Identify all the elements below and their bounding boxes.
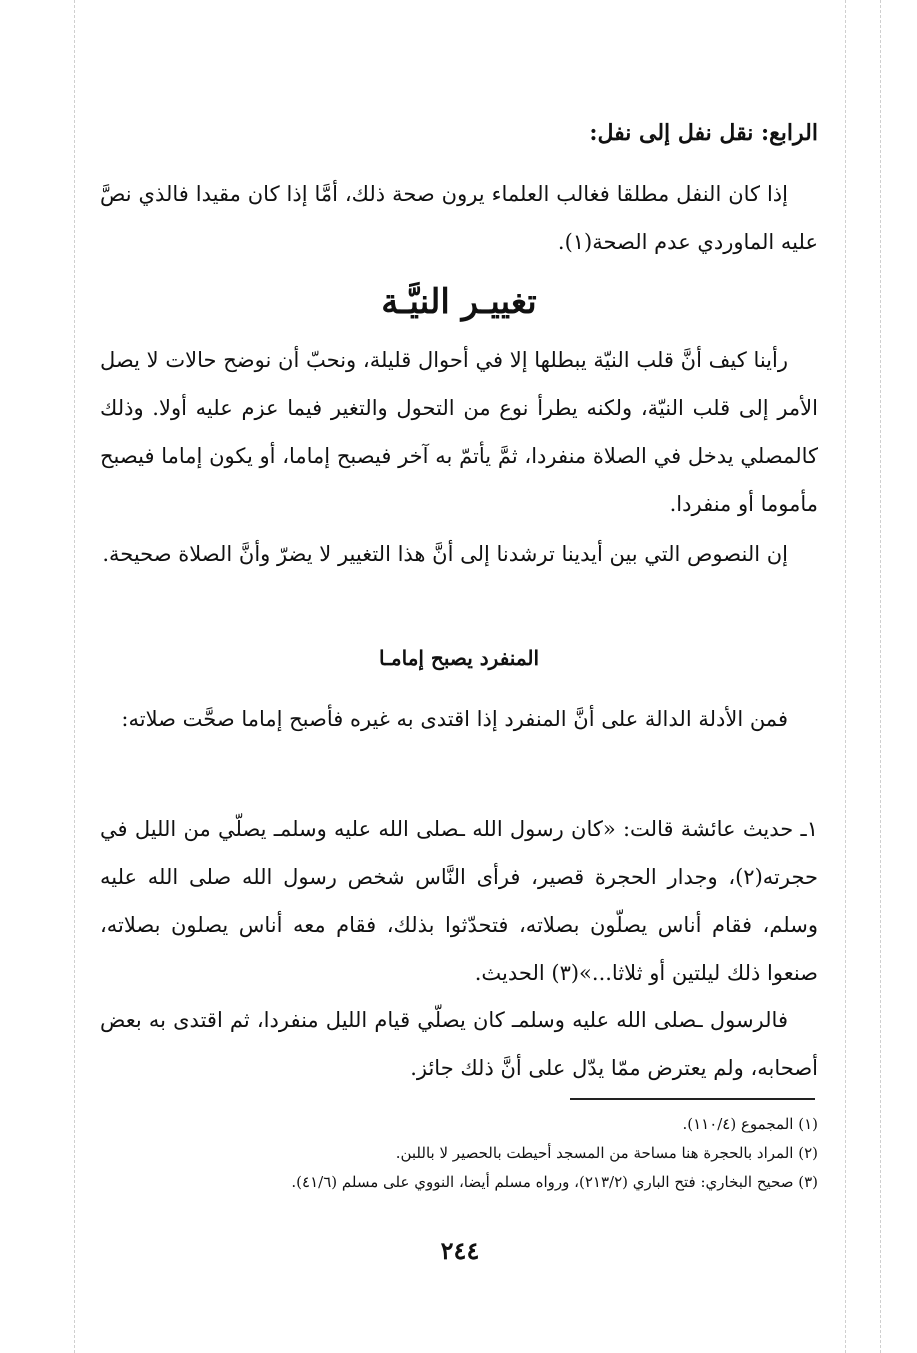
paragraph-1: إذا كان النفل مطلقا فغالب العلماء يرون صحة ذلك، أمَّا إذا كان مقيدا فالذي نصَّ عليه الماوردي عدم الصحة(١). (100, 182, 818, 254)
paragraph-2: رأينا كيف أنَّ قلب النيّة يبطلها إلا في أحوال قليلة، ونحبّ أن نوضح حالات لا يصل الأمر إلى قلب النيّة، ولكنه يطرأ نوع من التحول والتغير فيما عزم عليه أولا. وذلك كالمصلي يدخل في الصلاة منفردا، ثمَّ يأتمّ به آخر فيصبح إماما، أو يكون إماما فيصبح مأموما أو منفردا. (100, 348, 818, 516)
footnote-3: (٣) صحيح البخاري: فتح الباري (٢١٣/٢)، ورواه مسلم أيضا، النووي على مسلم (٤١/٦). (291, 1173, 818, 1191)
footnotes (100, 1110, 818, 1197)
margin-guide-line (74, 0, 75, 1353)
paragraph-6: فالرسول ـصلى الله عليه وسلمـ كان يصلّي قيام الليل منفردا، ثم اقتدى به بعض أصحابه، ولم يعترض ممّا يدّل على أنَّ ذلك جائز. (100, 1008, 818, 1080)
paragraph-5: ١ـ حديث عائشة قالت: «كان رسول الله ـصلى الله عليه وسلمـ يصلّي من الليل في حجرته(٢)، وجدار الحجرة قصير، فرأى النَّاس شخص رسول الله صلى الله عليه وسلم، فقام أناس يصلّون بصلاته، فتحدّثوا بذلك، فقام معه أناس يصلون بصلاته، صنعوا ذلك ليلتين أو ثلاثا...»(٣) الحديث. (100, 817, 818, 985)
main-title: تغييـر النيَّـة (381, 282, 537, 322)
footnote-1: (١) المجموع (١١٠/٤). (682, 1115, 818, 1133)
footnote-separator (570, 1098, 815, 1100)
paragraph-3: إن النصوص التي بين أيدينا ترشدنا إلى أنَّ هذا التغيير لا يضرّ وأنَّ الصلاة صحيحة. (102, 542, 788, 566)
footnote-2: (٢) المراد بالحجرة هنا مساحة من المسجد أحيطت بالحصير لا باللبن. (395, 1144, 818, 1162)
margin-guide-line (845, 0, 846, 1353)
margin-guide-line (880, 0, 881, 1353)
paragraph-4: فمن الأدلة الدالة على أنَّ المنفرد إذا اقتدى به غيره فأصبح إماما صحَّت صلاته: (121, 707, 788, 731)
subtitle: المنفرد يصبح إمامـا (378, 646, 540, 670)
section-heading: الرابع: نقل نفل إلى نفل: (589, 120, 818, 146)
page-number: ٢٤٤ (440, 1236, 480, 1265)
